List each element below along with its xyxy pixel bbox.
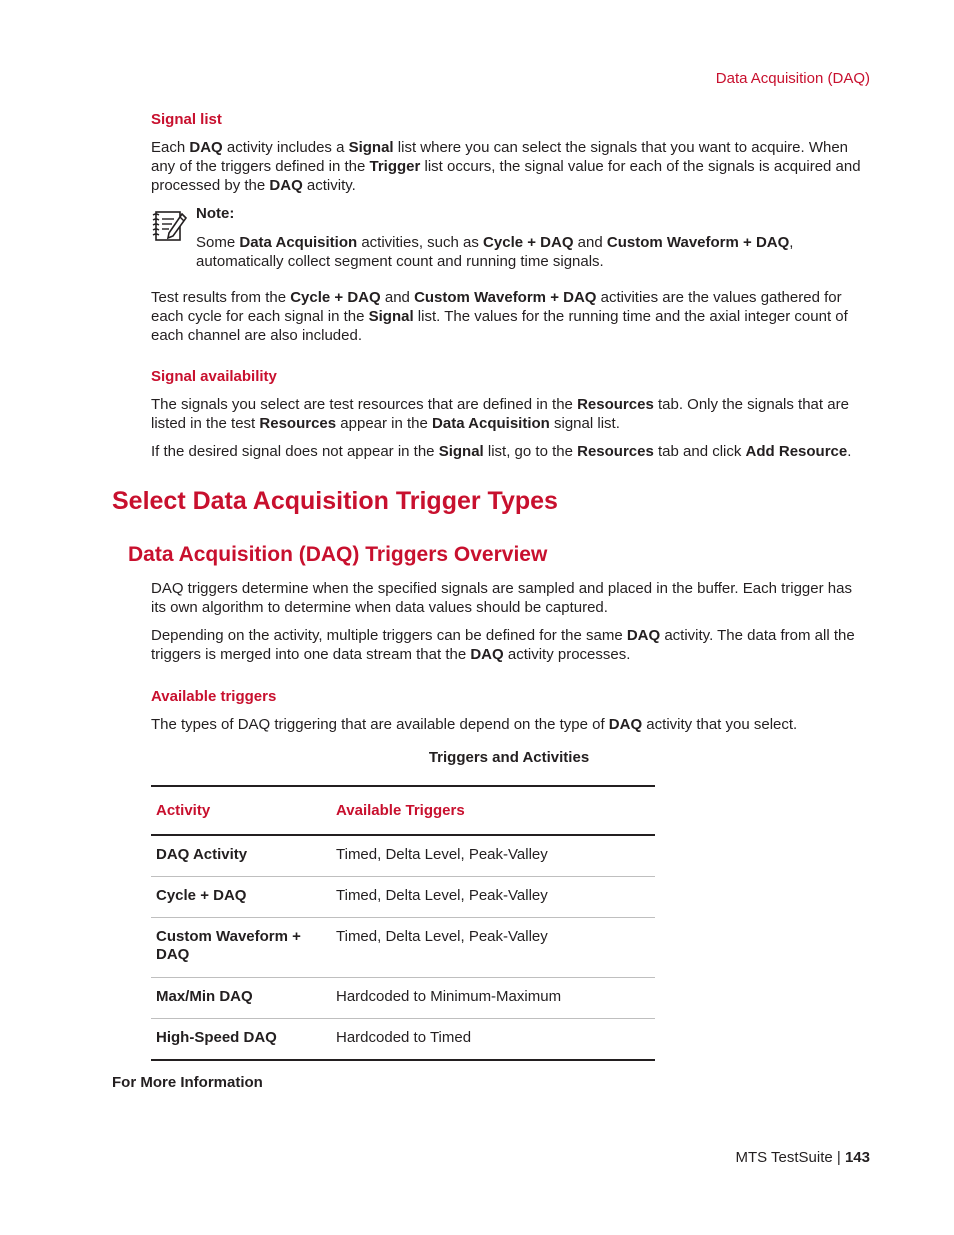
subsection-title: Data Acquisition (DAQ) Triggers Overview — [128, 543, 548, 566]
signal-availability-paragraph-2: If the desired signal does not appear in the Signal list, go to the Resources tab and click Add Resource. — [151, 443, 852, 460]
note-label: Note: — [196, 205, 235, 222]
table-row — [151, 918, 655, 978]
table-header-row — [151, 786, 655, 835]
table-title: Triggers and Activities — [428, 749, 590, 766]
overview-paragraph-1: DAQ triggers determine when the specified signals are sampled and placed in the buffer. Each trigger has its own algorithm to determine when data values should be captured. — [151, 580, 852, 616]
note-body: Some Data Acquisition activities, such as Cycle + DAQ and Custom Waveform + DAQ, automatically collect segment count and running time signals. — [196, 234, 794, 270]
footer-product: MTS TestSuite — [735, 1149, 833, 1166]
column-header-available-triggers: Available Triggers — [331, 786, 655, 835]
column-header-activity: Activity — [151, 786, 331, 835]
for-more-information-heading: For More Information — [112, 1074, 263, 1091]
triggers-cell: Hardcoded to Minimum-Maximum — [331, 978, 655, 1019]
triggers-cell: Timed, Delta Level, Peak-Valley — [331, 877, 655, 918]
table-row — [151, 877, 655, 918]
signal-list-paragraph-1: Each DAQ activity includes a Signal list where you can select the signals that you want to acquire. When any of the triggers defined in the Trigger list occurs, the signal value for each of the signals is acquired and processed by the DAQ activity. — [151, 139, 861, 194]
signal-availability-paragraph-1: The signals you select are test resources that are defined in the Resources tab. Only the signals that are listed in the test Resources appear in the Data Acquisition signal list. — [151, 396, 849, 432]
triggers-table — [151, 785, 655, 1061]
activity-cell: Custom Waveform + DAQ — [151, 918, 331, 978]
heading-available-triggers: Available triggers — [151, 688, 277, 705]
activity-cell: Cycle + DAQ — [151, 877, 331, 918]
page-number: 143 — [844, 1149, 870, 1166]
table-row — [151, 835, 655, 877]
overview-paragraph-2: Depending on the activity, multiple triggers can be defined for the same DAQ activity. The data from all the triggers is merged into one data stream that the DAQ activity processes. — [151, 627, 855, 663]
table-row — [151, 978, 655, 1019]
heading-signal-list: Signal list — [151, 111, 222, 128]
note-pencil-icon — [151, 208, 189, 244]
section-title: Select Data Acquisition Trigger Types — [112, 487, 558, 515]
page-footer — [735, 1149, 870, 1166]
heading-signal-availability: Signal availability — [151, 368, 277, 385]
running-head: Data Acquisition (DAQ) — [715, 70, 870, 87]
signal-list-paragraph-2: Test results from the Cycle + DAQ and Custom Waveform + DAQ activities are the values gathered for each cycle for each signal in the Signal list. The values for the running time and the axial integer count of each channel are also included. — [151, 289, 848, 344]
activity-cell: DAQ Activity — [151, 835, 331, 877]
activity-cell: High-Speed DAQ — [151, 1019, 331, 1061]
triggers-cell: Timed, Delta Level, Peak-Valley — [331, 918, 655, 978]
triggers-cell: Hardcoded to Timed — [331, 1019, 655, 1061]
table-row — [151, 1019, 655, 1061]
activity-cell: Max/Min DAQ — [151, 978, 331, 1019]
triggers-cell: Timed, Delta Level, Peak-Valley — [331, 835, 655, 877]
footer-separator: | — [832, 1149, 845, 1166]
available-triggers-paragraph: The types of DAQ triggering that are available depend on the type of DAQ activity that you select. — [151, 716, 798, 733]
